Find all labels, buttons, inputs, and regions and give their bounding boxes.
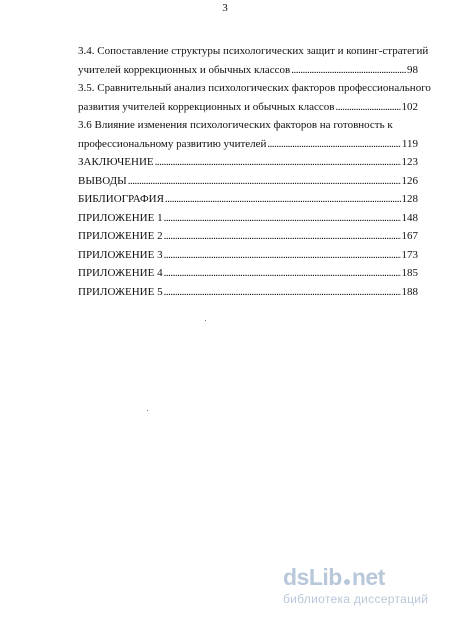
toc-entry-appendix-1[interactable] <box>78 209 418 228</box>
toc-entry-page: 185 <box>401 267 418 279</box>
toc-entry-appendix-4[interactable] <box>78 264 418 283</box>
dot-leader <box>128 172 401 191</box>
page-number: 3 <box>222 2 228 14</box>
toc-entry-3-5[interactable] <box>78 98 418 117</box>
dot-leader <box>336 98 401 117</box>
toc-entry-page: 167 <box>401 230 418 242</box>
toc-entry-label: учителей коррекционных и обычных классов <box>78 63 291 76</box>
toc-entry-label: ВЫВОДЫ <box>78 174 127 187</box>
toc-entry-page: 148 <box>401 211 418 224</box>
toc-entry-label: ПРИЛОЖЕНИЕ 2 <box>78 230 163 242</box>
toc-entry-label: БИБЛИОГРАФИЯ <box>78 193 164 205</box>
toc-entry-label: развития учителей коррекционных и обычных классов <box>78 100 335 113</box>
toc-entry-label: ПРИЛОЖЕНИЕ 1 <box>78 211 163 224</box>
dot-leader <box>164 227 401 246</box>
toc-entry-label: ЗАКЛЮЧЕНИЕ <box>78 156 154 168</box>
toc-entry-label: ПРИЛОЖЕНИЕ 5 <box>78 285 163 298</box>
toc-entry-label: профессиональному развитию учителей <box>78 137 267 150</box>
toc-entry-findings[interactable] <box>78 172 418 191</box>
toc-entry-page: 102 <box>401 100 418 113</box>
toc-entry-3-5-title: 3.5. Сравнительный анализ психологических факторов профессионального <box>78 82 431 94</box>
scan-speck <box>147 410 148 411</box>
dot-leader <box>164 283 401 302</box>
dot-leader <box>267 135 400 154</box>
dot-leader <box>164 264 401 283</box>
toc-entry-page: 119 <box>401 137 418 150</box>
toc-entry-page: 128 <box>401 193 418 205</box>
watermark-tagline: библиотека диссертаций <box>283 592 429 606</box>
toc-entry-3-6-title: 3.6 Влияние изменения психологических факторов на готовность к <box>78 119 393 131</box>
toc-entry-3-6[interactable] <box>78 135 418 154</box>
toc-entry-3-4-title: 3.4. Сопоставление структуры психологических защит и копинг-стратегий <box>78 45 429 57</box>
brand-left: dsLib <box>283 564 342 590</box>
toc-entry-page: 173 <box>401 248 418 261</box>
toc-entry-appendix-2[interactable] <box>78 227 418 246</box>
table-of-contents <box>78 42 431 301</box>
toc-entry-appendix-5[interactable] <box>78 283 418 302</box>
toc-entry-3-4[interactable] <box>78 61 418 80</box>
scan-speck <box>205 320 206 321</box>
dot-leader <box>155 153 401 172</box>
toc-entry-page: 98 <box>407 63 418 76</box>
dot-leader <box>164 246 401 265</box>
dot-leader <box>291 61 406 80</box>
watermark-logo[interactable] <box>283 565 443 606</box>
dot-leader <box>165 190 401 209</box>
toc-entry-page: 123 <box>401 156 418 168</box>
toc-entry-page: 188 <box>401 285 418 298</box>
brand-right: net <box>351 564 385 590</box>
toc-entry-conclusion[interactable] <box>78 153 418 172</box>
watermark-brand <box>283 565 443 589</box>
toc-entry-label: ПРИЛОЖЕНИЕ 3 <box>78 248 163 261</box>
toc-entry-label: ПРИЛОЖЕНИЕ 4 <box>78 267 163 279</box>
toc-entry-appendix-3[interactable] <box>78 246 418 265</box>
dot-icon <box>344 579 350 585</box>
toc-entry-bibliography[interactable] <box>78 190 418 209</box>
dot-leader <box>164 209 401 228</box>
toc-entry-page: 126 <box>401 174 418 187</box>
